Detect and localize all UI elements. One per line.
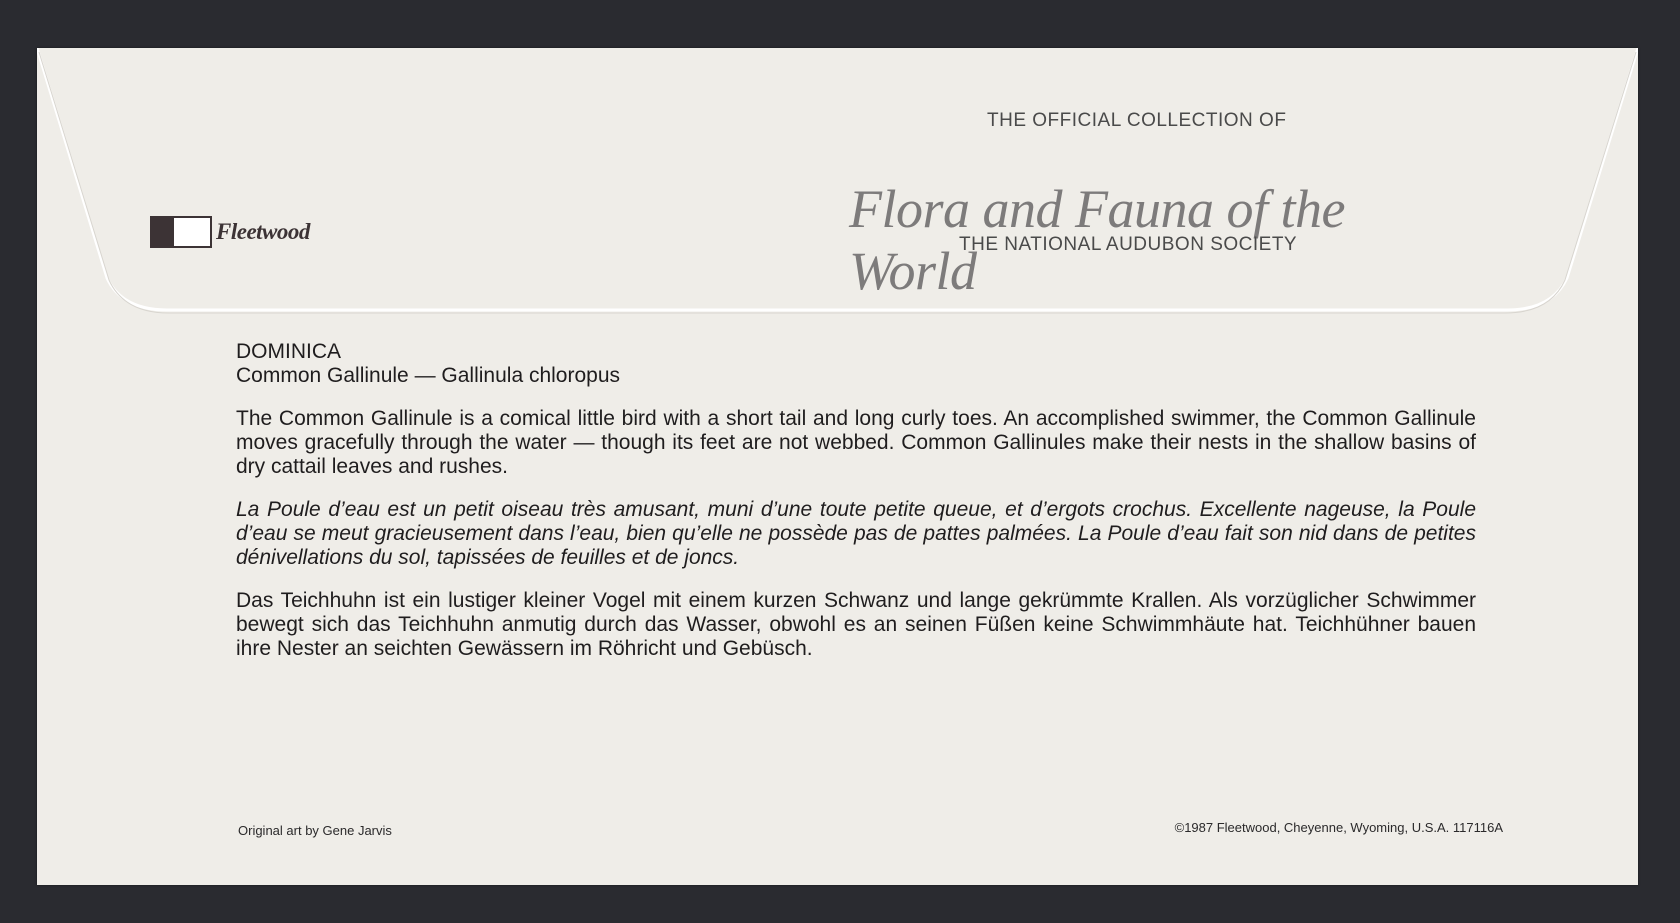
brand-name: Fleetwood <box>216 219 310 244</box>
copyright-notice: ©1987 Fleetwood, Cheyenne, Wyoming, U.S.A. 117116A <box>1174 820 1503 835</box>
collection-title: Flora and Fauna of the World <box>849 179 1345 301</box>
country-name: DOMINICA <box>236 340 341 363</box>
fleetwood-box-icon <box>150 216 212 248</box>
collection-heading: THE OFFICIAL COLLECTION OF <box>987 110 1287 131</box>
description-english: The Common Gallinule is a comical little bird with a short tail and long curly toes. An accomplished swimmer, the Common Gallinule moves gracefully through the water — though its feet are not webbed. Common Gallinules make their nests in the shallow basins of dry cattail leaves and rushes. <box>236 407 1476 478</box>
fleetwood-logo <box>150 214 310 250</box>
envelope-back <box>37 48 1638 885</box>
description-block <box>236 340 1476 661</box>
description-german: Das Teichhuhn ist ein lustiger kleiner Vogel mit einem kurzen Schwanz und lange gekrümmte Krallen. Als vorzüglicher Schwimmer bewegt sich das Teichhuhn anmutig durch das Wasser, obwohl es an seinen Füßen keine Schwimmhäute hat. Teichhühner bauen ihre Nester an seichten Gewässern im Röhricht und Gebüsch. <box>236 589 1476 660</box>
art-credit: Original art by Gene Jarvis <box>238 823 392 838</box>
species-name: Common Gallinule — Gallinula chloropus <box>236 364 621 387</box>
description-french: La Poule d’eau est un petit oiseau très amusant, muni d’une toute petite queue, et d’ergots crochus. Excellente nageuse, la Poule d’eau se meut gracieusement dans l’eau, bien qu’elle ne possède pas de pattes palmées. La Poule d’eau fait son nid dans de petites dénivellations du sol, tapissées de feuilles et de joncs. <box>236 498 1476 569</box>
society-name: THE NATIONAL AUDUBON SOCIETY <box>959 234 1298 255</box>
